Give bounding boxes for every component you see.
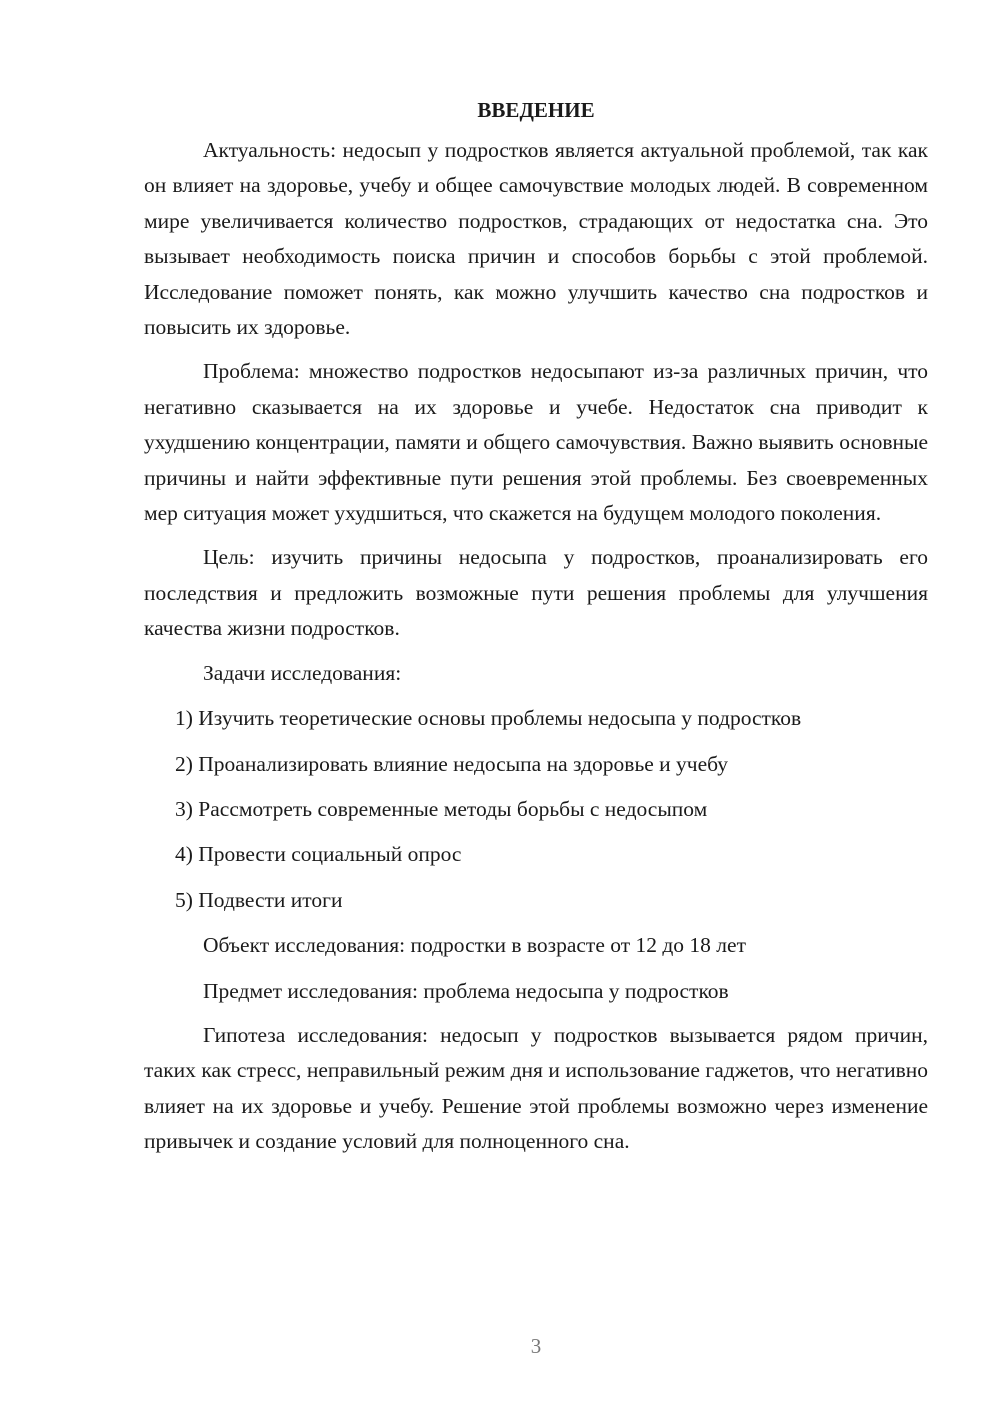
list-item: 3) Рассмотреть современные методы борьбы с недосыпом xyxy=(175,796,708,821)
tasks-list xyxy=(144,701,928,918)
paragraph-goal: Цель: изучить причины недосыпа у подростков, проанализировать его последствия и предложить возможные пути решения проблемы для улучшения качества жизни подростков. xyxy=(144,545,928,641)
list-item: 1) Изучить теоретические основы проблемы недосыпа у подростков xyxy=(175,706,802,731)
paragraph-object: Объект исследования: подростки в возрасте от 12 до 18 лет xyxy=(203,933,746,958)
page-number: 3 xyxy=(530,1334,542,1358)
page-content xyxy=(144,96,928,1160)
paragraph-subject: Предмет исследования: проблема недосыпа у подростков xyxy=(203,978,729,1003)
paragraph-relevance: Актуальность: недосып у подростков является актуальной проблемой, так как он влияет на здоровье, учебу и общее самочувствие молодых людей. В современном мире увеличивается количество подростков, страдающих от недостатка сна. Это вызывает необходимость поиска причин и способов борьбы с этой проблемой. Исследование поможет понять, как можно улучшить качество сна подростков и повысить их здоровье. xyxy=(144,138,928,340)
paragraph-hypothesis: Гипотеза исследования: недосып у подростков вызывается рядом причин, таких как стресс, неправильный режим дня и использование гаджетов, что негативно влияет на их здоровье и учебу. Решение этой проблемы возможно через изменение привычек и создание условий для полноценного сна. xyxy=(144,1022,928,1154)
list-item: 4) Провести социальный опрос xyxy=(175,842,462,867)
list-item: 2) Проанализировать влияние недосыпа на здоровье и учебу xyxy=(175,751,729,776)
section-heading: ВВЕДЕНИЕ xyxy=(477,98,595,122)
paragraph-problem: Проблема: множество подростков недосыпают из-за различных причин, что негативно сказывается на их здоровье и учебе. Недостаток сна приводит к ухудшению концентрации, памяти и общего самочувствия. Важно выявить основные причины и найти эффективные пути решения этой проблемы. Без своевременных мер ситуация может ухудшиться, что скажется на будущем молодого поколения. xyxy=(144,359,928,526)
tasks-label: Задачи исследования: xyxy=(203,660,402,685)
list-item: 5) Подвести итоги xyxy=(175,887,343,912)
